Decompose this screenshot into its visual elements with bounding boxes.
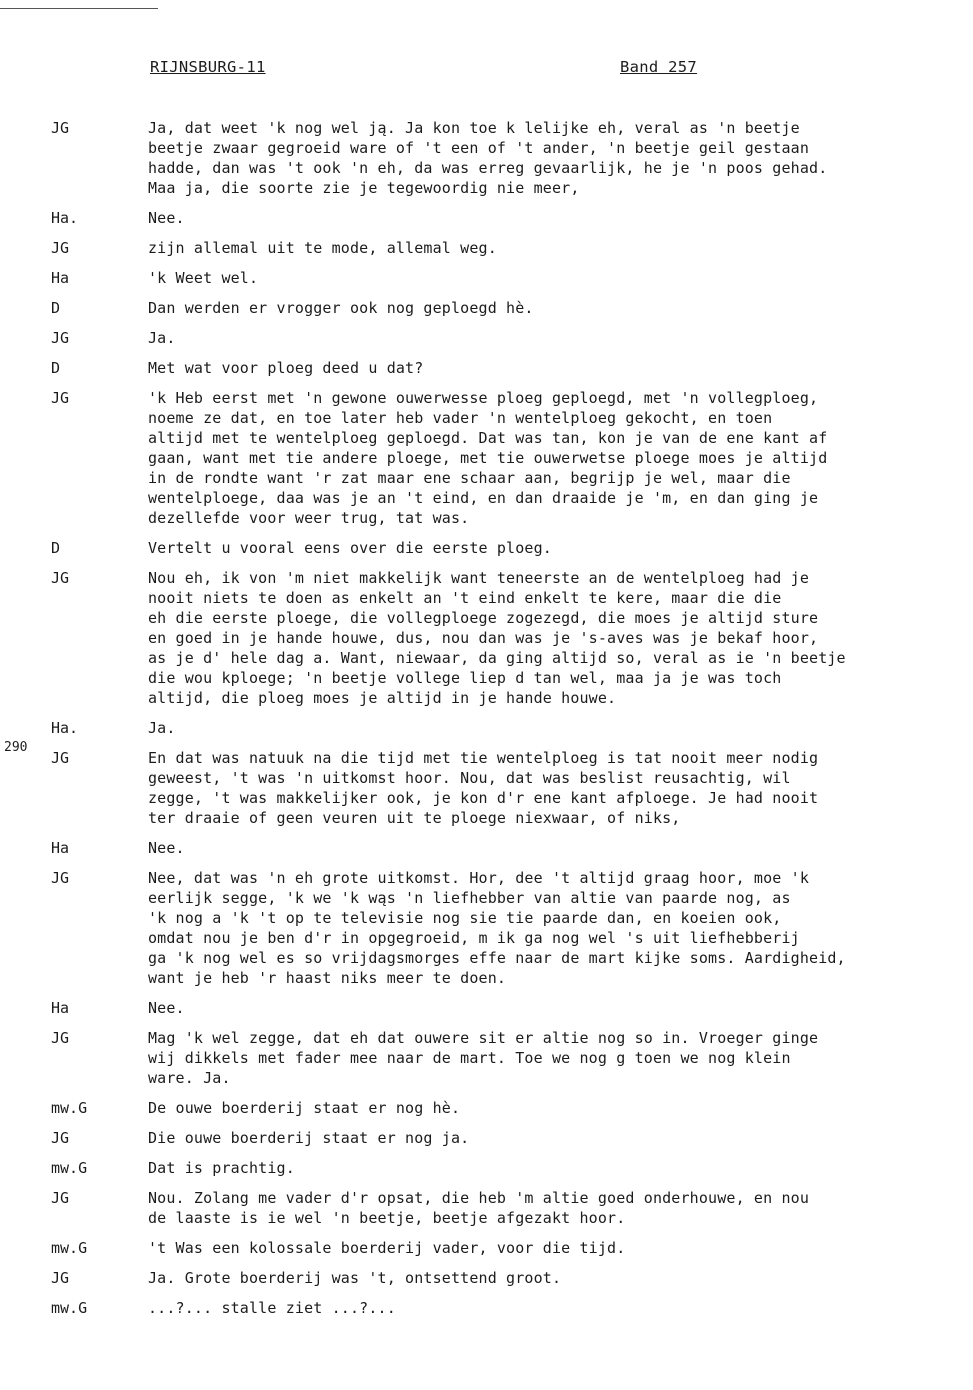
utterance: Dan werden er vrogger ook nog geploegd hè. bbox=[148, 299, 534, 317]
turn bbox=[0, 748, 973, 828]
turn bbox=[0, 328, 973, 348]
utterance: Ja. Grote boerderij was 't, ontsettend groot. bbox=[148, 1269, 562, 1287]
speaker-label: D bbox=[51, 359, 61, 377]
turn bbox=[0, 358, 973, 378]
turn bbox=[0, 1128, 973, 1148]
speaker-label: Ha bbox=[51, 269, 70, 287]
turn bbox=[0, 268, 973, 288]
utterance: ...?... stalle ziet ...?... bbox=[148, 1299, 396, 1317]
speaker-label: D bbox=[51, 539, 61, 557]
turn bbox=[0, 568, 973, 708]
speaker-label: JG bbox=[51, 749, 70, 767]
turn bbox=[0, 838, 973, 858]
speaker-label: JG bbox=[51, 569, 70, 587]
turn bbox=[0, 388, 973, 528]
speaker-label: JG bbox=[51, 1029, 70, 1047]
utterance: Vertelt u vooral eens over die eerste ploeg. bbox=[148, 539, 552, 557]
speaker-label: Ha. bbox=[51, 209, 79, 227]
speaker-label: JG bbox=[51, 329, 70, 347]
speaker-label: JG bbox=[51, 239, 70, 257]
utterance: 'k Weet wel. bbox=[148, 269, 259, 287]
speaker-label: JG bbox=[51, 1269, 70, 1287]
utterance: Nee. bbox=[148, 209, 185, 227]
margin-note: 290 bbox=[4, 740, 28, 755]
speaker-label: Ha bbox=[51, 999, 70, 1017]
utterance: Ja, dat weet 'k nog wel ją. Ja kon toe k lelijke eh, veral as 'n beetje beetje zwaar gegroeid ware of 't een of 't ander, 'n beetje geil gestaan hadde, dan was 't ook 'n eh, da was erreg gevaarlijk, he je 'n poos gehad. Maa ja, die soorte zie je tegewoordig nie meer, bbox=[148, 119, 828, 197]
utterance: Dat is prachtig. bbox=[148, 1159, 295, 1177]
turn bbox=[0, 718, 973, 738]
speaker-label: mw.G bbox=[51, 1159, 88, 1177]
turn bbox=[0, 1298, 973, 1318]
utterance: Mag 'k wel zegge, dat eh dat ouwere sit er altie nog so in. Vroeger ginge wij dikkels met fader mee naar de mart. Toe we nog g toen we nog klein ware. Ja. bbox=[148, 1029, 819, 1087]
utterance: Nou. Zolang me vader d'r opsat, die heb 'm altie goed onderhouwe, en nou de laaste is ie wel 'n beetje, beetje afgezakt hoor. bbox=[148, 1189, 810, 1227]
turn bbox=[0, 118, 973, 198]
speaker-label: D bbox=[51, 299, 61, 317]
utterance: Nou eh, ik von 'm niet makkelijk want teneerste an de wentelploeg had je nooit niets te doen as enkelt an 't eind enkelt te kere, maar die die eh die eerste ploege, die vollegploege zogezegd, die moes je altijd sture en goed in je hande houwe, dus, nou dan was je 's-aves was je bekaf hoor, as je d' hele dag a. Want, niewaar, da ging altijd so, veral as ie 'n beetje die wou kploege; 'n beetje vollege liep d tan wel, maa ja je was toch altijd, die ploeg moes je altijd in je hande houwe. bbox=[148, 569, 846, 707]
speaker-label: mw.G bbox=[51, 1299, 88, 1317]
transcript bbox=[0, 118, 973, 1338]
turn bbox=[0, 1098, 973, 1118]
utterance: Nee, dat was 'n eh grote uitkomst. Hor, dee 't altijd graag hoor, moe 'k eerlijk segge, 'k we 'k wąs 'n liefhebber van altie van paarde nog, as 'k nog a 'k 't op te televisie nog sie tie paarde dan, en koeien ook, omdat nou je ben d'r in opgegroeid, m ik ga nog wel 's uit liefhebberij ga 'k nog wel es so vrijdagsmorges effe naar de mart kijke soms. Aardigheid, want je heb 'r haast niks meer te doen. bbox=[148, 869, 846, 987]
utterance: zijn allemal uit te mode, allemal weg. bbox=[148, 239, 497, 257]
utterance: Die ouwe boerderij staat er nog ja. bbox=[148, 1129, 470, 1147]
speaker-label: JG bbox=[51, 119, 70, 137]
turn bbox=[0, 1238, 973, 1258]
turn bbox=[0, 1158, 973, 1178]
turn bbox=[0, 998, 973, 1018]
document-title: RIJNSBURG-11 bbox=[150, 58, 266, 76]
band-number: Band 257 bbox=[620, 58, 698, 76]
speaker-label: JG bbox=[51, 1129, 70, 1147]
turn bbox=[0, 1268, 973, 1288]
speaker-label: Ha. bbox=[51, 719, 79, 737]
utterance: Met wat voor ploeg deed u dat? bbox=[148, 359, 424, 377]
speaker-label: mw.G bbox=[51, 1099, 88, 1117]
turn bbox=[0, 1188, 973, 1228]
turn bbox=[0, 208, 973, 228]
utterance: En dat was natuuk na die tijd met tie wentelploeg is tat nooit meer nodig geweest, 't was 'n uitkomst hoor. Nou, dat was beslist reusachtig, wil zegge, 't was makkelijker ook, je kon d'r ene kant afploege. Je had nooit ter draaie of geen veuren uit te ploege niexwaar, of niks, bbox=[148, 749, 819, 827]
turn bbox=[0, 298, 973, 318]
speaker-label: JG bbox=[51, 869, 70, 887]
speaker-label: JG bbox=[51, 389, 70, 407]
turn bbox=[0, 538, 973, 558]
utterance: Ja. bbox=[148, 719, 176, 737]
utterance: Nee. bbox=[148, 839, 185, 857]
utterance: Ja. bbox=[148, 329, 176, 347]
turn bbox=[0, 1028, 973, 1088]
turn bbox=[0, 238, 973, 258]
top-rule bbox=[0, 8, 158, 9]
speaker-label: JG bbox=[51, 1189, 70, 1207]
turn bbox=[0, 868, 973, 988]
utterance: 't Was een kolossale boerderij vader, voor die tijd. bbox=[148, 1239, 626, 1257]
speaker-label: mw.G bbox=[51, 1239, 88, 1257]
utterance: 'k Heb eerst met 'n gewone ouwerwesse ploeg geploegd, met 'n vollegploeg, noeme ze dat, en toe later heb vader 'n wentelploeg gekocht, en toen altijd met te wentelploeg geploegd. Dat was tan, kon je van de ene kant af gaan, want met tie andere ploege, met tie ouwerwetse ploege moes je altijd in de rondte want 'r zat maar ene schaar aan, begrijp je wel, maar die wentelploege, daa was je an 't eind, en dan draaide je 'm, en dan ging je dezellefde voor weer trug, tat was. bbox=[148, 389, 828, 527]
utterance: Nee. bbox=[148, 999, 185, 1017]
utterance: De ouwe boerderij staat er nog hè. bbox=[148, 1099, 461, 1117]
speaker-label: Ha bbox=[51, 839, 70, 857]
